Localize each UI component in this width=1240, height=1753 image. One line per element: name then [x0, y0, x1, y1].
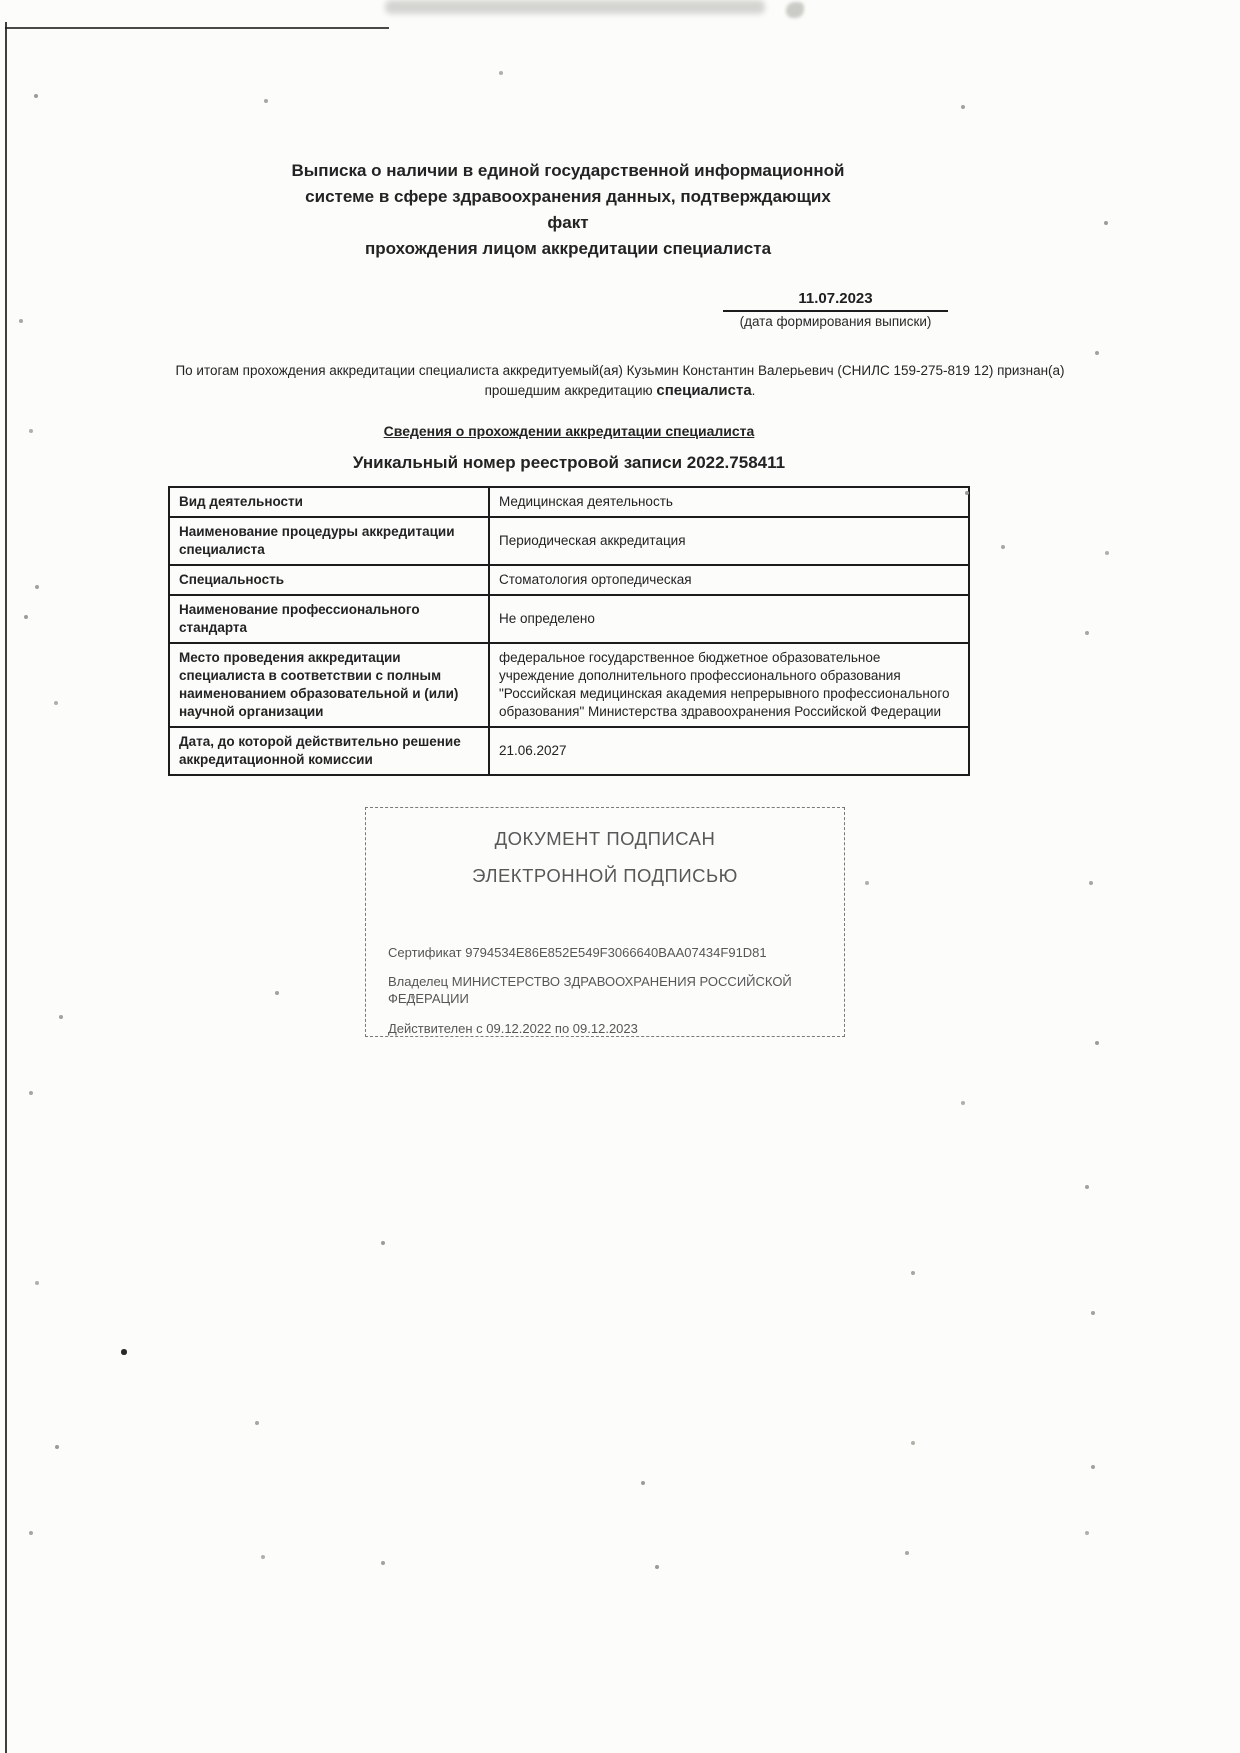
- registry-number-line: Уникальный номер реестровой записи 2022.758411: [352, 453, 786, 472]
- signature-owner: Владелец МИНИСТЕРСТВО ЗДРАВООХРАНЕНИЯ РОССИЙСКОЙ ФЕДЕРАЦИИ: [388, 974, 792, 1006]
- section-heading: Сведения о прохождении аккредитации специалиста: [383, 423, 755, 439]
- intro-period: .: [751, 383, 756, 398]
- digital-signature-stamp: [365, 807, 845, 1037]
- document-title-line-2: системе в сфере здравоохранения данных, подтверждающих факт: [305, 187, 831, 232]
- table-row: [169, 727, 969, 775]
- row-label: Дата, до которой действительно решение аккредитационной комиссии: [169, 727, 489, 775]
- signature-heading-line-1: ДОКУМЕНТ ПОДПИСАН: [494, 828, 716, 849]
- row-value: Медицинская деятельность: [489, 487, 969, 517]
- row-value: Периодическая аккредитация: [489, 517, 969, 565]
- extract-date-caption: (дата формирования выписки): [739, 314, 932, 329]
- row-value: 21.06.2027: [489, 727, 969, 775]
- scan-smudge: [385, 0, 765, 14]
- row-value: Стоматология ортопедическая: [489, 565, 969, 595]
- scan-edge-left: [5, 22, 7, 1753]
- row-label: Наименование профессионального стандарта: [169, 595, 489, 643]
- intro-paragraph: [164, 361, 1076, 401]
- document-title-line-1: Выписка о наличии в единой государственной информационной: [291, 161, 845, 180]
- extract-date-block: [723, 290, 948, 329]
- document-title-line-3: прохождения лицом аккредитации специалиста: [364, 239, 772, 258]
- scan-speckles: [0, 0, 2, 2]
- signature-heading-line-2: ЭЛЕКТРОННОЙ ПОДПИСЬЮ: [472, 865, 738, 886]
- signature-validity: Действителен с 09.12.2022 по 09.12.2023: [388, 1021, 638, 1036]
- document-title: [288, 0, 848, 262]
- scan-smudge-mark: [786, 2, 804, 18]
- row-label: Вид деятельности: [169, 487, 489, 517]
- table-row: [169, 517, 969, 565]
- intro-emphasis: специалиста: [656, 382, 752, 399]
- table-row: [169, 565, 969, 595]
- table-row: [169, 595, 969, 643]
- row-label: Наименование процедуры аккредитации специалиста: [169, 517, 489, 565]
- row-label: Специальность: [169, 565, 489, 595]
- row-value: Не определено: [489, 595, 969, 643]
- table-row: [169, 487, 969, 517]
- signature-certificate: Сертификат 9794534E86E852E549F3066640BAA07434F91D81: [388, 945, 767, 960]
- accreditation-table: [168, 486, 970, 776]
- signature-heading: [388, 820, 822, 894]
- extract-date: 11.07.2023: [723, 290, 948, 312]
- row-value: федеральное государственное бюджетное образовательное учреждение дополнительного профессионального образования "Российская медицинская академия непрерывного профессионального образования" Министерства здравоохранения Российской Федерации: [489, 643, 969, 727]
- row-label: Место проведения аккредитации специалиста в соответствии с полным наименованием образовательной и (или) научной организации: [169, 643, 489, 727]
- intro-text: По итогам прохождения аккредитации специалиста аккредитуемый(ая) Кузьмин Константин Валерьевич (СНИЛС 159-275-819 12) признан(а) прошедшим аккредитацию: [175, 363, 1065, 398]
- scan-edge-top: [5, 27, 389, 29]
- table-row: [169, 643, 969, 727]
